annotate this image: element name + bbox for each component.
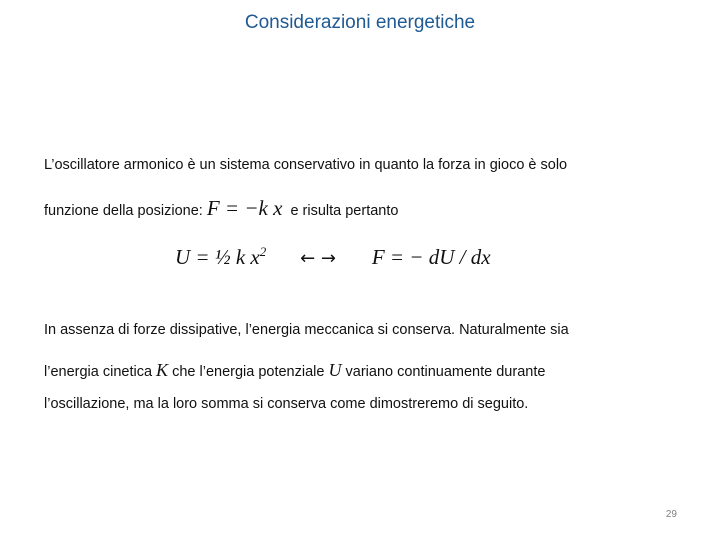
- force-derivative-formula: F = − dU / dx: [371, 245, 491, 269]
- potential-energy-text: U = ½ k x: [175, 245, 260, 269]
- double-arrow-icon: ← →: [300, 248, 336, 269]
- energy-force-equation: [175, 244, 491, 270]
- potential-energy-formula: [175, 245, 266, 269]
- text: e risulta pertanto: [290, 203, 399, 219]
- paragraph-2-line-2: [44, 360, 545, 381]
- text: l’energia cinetica: [44, 364, 157, 380]
- slide-title: Considerazioni energetiche: [244, 12, 476, 33]
- kinetic-energy-symbol: K: [156, 360, 169, 380]
- text: variano continuamente durante: [341, 364, 546, 380]
- paragraph-2-line-1: In assenza di forze dissipative, l’energia meccanica si conserva. Naturalmente sia: [44, 322, 569, 338]
- paragraph-1-line-2: [44, 196, 398, 221]
- text: in quanto la forza in gioco è solo: [355, 157, 568, 173]
- text: funzione della posizione:: [44, 203, 207, 219]
- potential-energy-symbol: U: [328, 360, 342, 380]
- paragraph-1-line-1: [44, 157, 567, 173]
- text: che l’energia potenziale: [168, 364, 329, 380]
- exponent: 2: [259, 244, 267, 259]
- emphasis-conservative-system: sistema conservativo: [219, 157, 356, 173]
- force-formula: F = −k x: [206, 196, 283, 220]
- page-number: 29: [665, 509, 677, 520]
- paragraph-2-line-3: l’oscillazione, ma la loro somma si conserva come dimostreremo di seguito.: [44, 396, 529, 412]
- text: L’oscillatore armonico è un: [44, 157, 220, 173]
